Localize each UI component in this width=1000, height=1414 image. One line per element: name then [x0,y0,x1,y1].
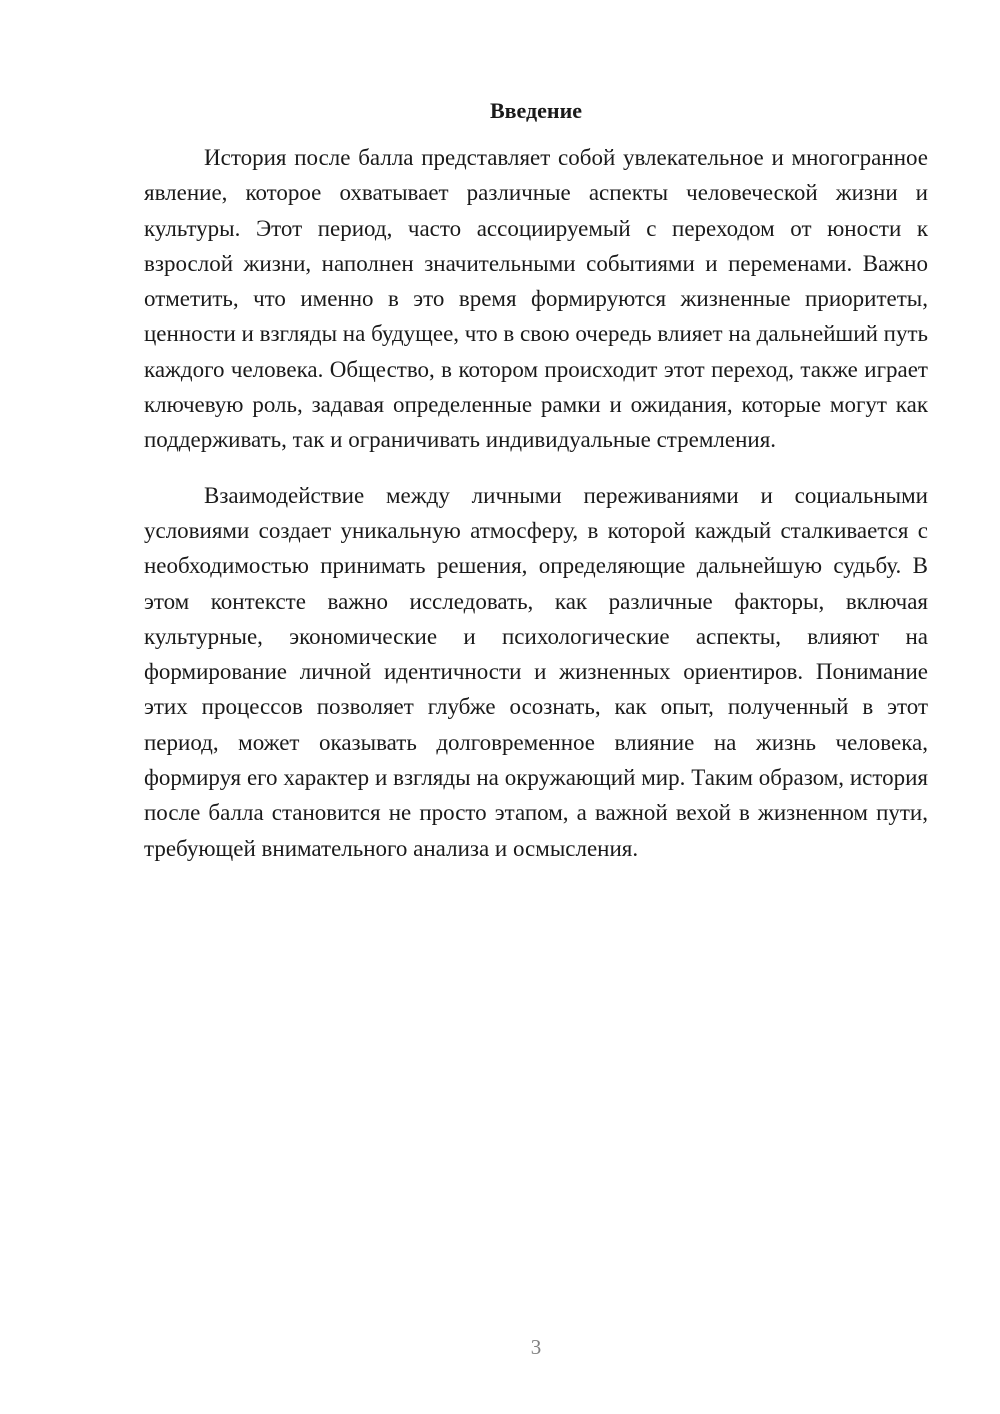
paragraph-2: Взаимодействие между личными переживаниями и социальными условиями создает уникальную атмосферу, в которой каждый сталкивается с необходимостью принимать решения, определяющие дальнейшую судьбу. В этом контексте важно исследовать, как различные факторы, включая культурные, экономические и психологические аспекты, влияют на формирование личной идентичности и жизненных ориентиров. Понимание этих процессов позволяет глубже осознать, как опыт, полученный в этот период, может оказывать долговременное влияние на жизнь человека, формируя его характер и взгляды на окружающий мир. Таким образом, история после балла становится не просто этапом, а важной вехой в жизненном пути, требующей внимательного анализа и осмысления. [144,482,928,861]
paragraph-1: История после балла представляет собой увлекательное и многогранное явление, которое охватывает различные аспекты человеческой жизни и культуры. Этот период, часто ассоциируемый с переходом от юности к взрослой жизни, наполнен значительными событиями и переменами. Важно отметить, что именно в это время формируются жизненные приоритеты, ценности и взгляды на будущее, что в свою очередь влияет на дальнейший путь каждого человека. Общество, в котором происходит этот переход, также играет ключевую роль, задавая определенные рамки и ожидания, которые могут как поддерживать, так и ограничивать индивидуальные стремления. [144,145,928,453]
page-number: 3 [530,1335,542,1359]
page-content [144,96,928,866]
section-heading: Введение [489,98,583,123]
